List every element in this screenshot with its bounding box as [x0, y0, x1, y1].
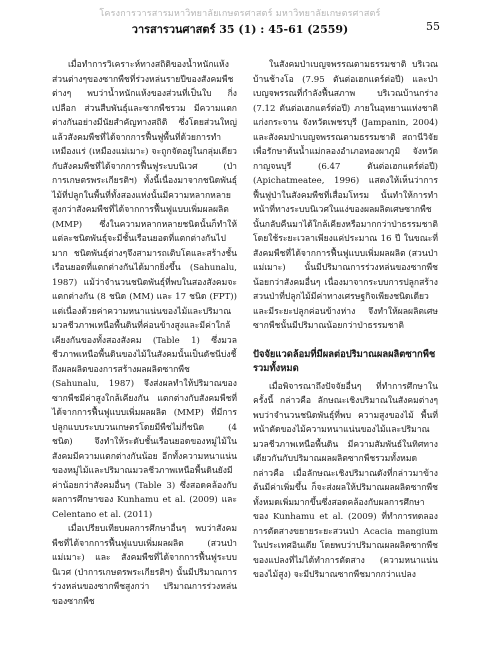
- left-column: [52, 58, 237, 609]
- running-header: [40, 20, 440, 36]
- section-heading: ปัจจัยแวดล้อมที่มีผลต่อปริมาณผลผลิตซากพืชรวมทั้งหมด: [253, 348, 436, 374]
- body-paragraph: เมื่อเปรียบเทียบผลการศึกษาอื่นๆ พบว่าสังคมพืชที่ได้จากการฟื้นฟูแบบเพิ่มผลผลิต (สวนป่าแม่เมาะ) และ สังคมพืชที่ได้จากการฟื้นฟูระบบนิเวศ (ป่าการเกษตรพระเกียรติฯ) นั้นมีปริมาณการร่วงหล่นของซากพืชสูงกว่า ปริมาณการร่วงหล่นของซากพืช: [52, 524, 237, 607]
- body-paragraph: ในสังคมป่าเบญจพรรณตามธรรมชาติ บริเวณบ้านช้างโอ (7.95 ตันต่อเฮกแตร์ต่อปี) และป่าเบญจพรรณที่กำลังฟื้นสภาพ บริเวณบ้านกร่าง (7.12 ตันต่อเฮกแตร์ต่อปี) ภายในอุทยานแห่งชาติแก่งกระจาน จังหวัดเพชรบุรี (Jampanin, 2004) และสังคมป่าเบญจพรรณตามธรรมชาติ สถานีวิจัยเพื่อรักษาต้นน้ำแม่กลองอำเภอทองผาภูมิ จังหวัดกาญจนบุรี (6.47 ตันต่อเฮกแตร์ต่อปี) (Apichatmeatee, 1996) แสดงให้เห็นว่าการฟื้นฟูป่าในสังคมพืชที่เสื่อมโทรม นั้นทำให้การทำหน้าที่ทางระบบนิเวศในแง่ของผลผลิตเศษซากพืชนั้นกลับคืนมาได้ใกล้เคียงหรือมากกว่าป่าธรรมชาติ โดยใช้ระยะเวลาเพียงแค่ประมาณ 16 ปี ในขณะที่สังคมพืชที่ได้จากการฟื้นฟูแบบเพิ่มผลผลิต (สวนป่าแม่เมาะ) นั้นมีปริมาณการร่วงหล่นของซากพืชน้อยกว่าสังคมอื่นๆ เนื่องมาจากระบบการปลูกสร้างสวนป่าที่ปลูกไม้มีค่าทางเศรษฐกิจเพียงชนิดเดียว และมีระยะปลูกค่อนข้างห่าง จึงทำให้ผลผลิตเศษซากพืชนั้นมีปริมาณน้อยกว่าป่าธรรมชาติ: [253, 60, 438, 331]
- journal-citation: วารสารวนศาสตร์ 35 (1) : 45-61 (2559): [131, 23, 349, 36]
- right-column: [253, 58, 438, 583]
- watermark-text: โครงการวารสารมหาวิทยาลัยเกษตรศาสตร์ มหาวิทยาลัยเกษตรศาสตร์: [99, 9, 381, 19]
- body-paragraph: เมื่อทำการวิเคราะห์ทางสถิติของน้ำหนักแห้งส่วนต่างๆของซากพืชที่ร่วงหล่นรายปีของสังคมพืชต่างๆ พบว่าน้ำหนักแห้งของส่วนที่เป็นใบ กิ่ง เปลือก ส่วนสืบพันธุ์และซากพืชรวม มีความแตกต่างกันอย่างมีนัยสำคัญทางสถิติ ซึ่งโดยส่วนใหญ่แล้วสังคมพืชที่ได้จากการฟื้นฟูพื้นที่ด้วยการทำเหมืองแร่ (เหมืองแม่เมาะ) จะถูกจัดอยู่ในกลุ่มเดียวกับสังคมพืชที่ได้จากการฟื้นฟูระบบนิเวศ (ป่าการเกษตรพระเกียรติฯ) ทั้งนี้เนื่องมาจากชนิดพันธุ์ไม้ที่ปลูกในพื้นที่ทั้งสองแห่งนั้นมีความหลากหลายสูงกว่าสังคมพืชที่ได้จากการฟื้นฟูแบบเพิ่มผลผลิต (MMP) ซึ่งในความหลากหลายชนิดนั้นก็ทำให้แต่ละชนิดพันธุ์จะมีชั้นเรือนยอดที่แตกต่างกันไปมาก ชนิดพันธุ์ต่างๆจึงสามารถเติบโตและสร้างชั้นเรือนยอดที่แตกต่างกันได้มากยิ่งขึ้น (Sahunalu, 1987) แม้ว่าจำนวนชนิดพันธุ์ที่พบในสองสังคมจะแตกต่างกัน (8 ชนิด (MM) และ 17 ชนิด (FPT)) แต่เนื่องด้วยค่าความหนาแน่นของไม้และปริมาณมวลชีวภาพเหนือพื้นดินที่ค่อนข้างสูงและมีค่าใกล้เคียงกันของทั้งสองสังคม (Table 1) ซึ่งมวลชีวภาพเหนือพื้นดินของไม้ในสังคมนั้นเป็นดัชนีบ่งชี้ถึงผลผลิตของการสร้างผลผลิตซากพืช (Sahunalu, 1987) จึงส่งผลทำให้ปริมาณของซากพืชมีค่าสูงใกล้เคียงกัน แตกต่างกับสังคมพืชที่ได้จากการฟื้นฟูแบบเพิ่มผลผลิต (MMP) ที่มีการปลูกแบบระบบวนเกษตรโดยมีพืชไม่กี่ชนิด (4 ชนิด) จึงทำให้ระดับชั้นเรือนยอดของหมู่ไม้ในสังคมมีความแตกต่างกันน้อย อีกทั้งความหนาแน่นของหมู่ไม้และปริมาณมวลชีวภาพเหนือพื้นดินยังมีค่าน้อยกว่าสังคมอื่นๆ (Table 3) ซึ่งสอดคล้องกับผลการศึกษาของ Kunhamu et al. (2009) และ Celentano et al. (2011): [52, 60, 237, 520]
- body-paragraph: เมื่อพิจารณาถึงปัจจัยอื่นๆ ที่ทำการศึกษาในครั้งนี้ กล่าวคือ ลักษณะเชิงปริมาณในสังคมต่างๆ พบว่าจำนวนชนิดพันธุ์ที่พบ ความสูงของไม้ พื้นที่หน้าตัดของไม้ความหนาแน่นของไม้และปริมาณมวลชีวภาพเหนือพื้นดิน มีความสัมพันธ์ในทิศทางเดียวกันกับปริมาณผลผลิตซากพืชรวมทั้งหมด กล่าวคือ เมื่อลักษณะเชิงปริมาณดังที่กล่าวมาข้างต้นมีค่าเพิ่มขึ้น ก็จะส่งผลให้ปริมาณผลผลิตซากพืชทั้งหมดเพิ่มมากขึ้นซึ่งสอดคล้องกับผลการศึกษาของ Kunhamu et al. (2009) ที่ทำการทดลองการตัดสางขยายระยะสวนป่า Acacia mangium ในประเทศอินเดีย โดยพบว่าปริมาณผลผลิตซากพืชของแปลงที่ไม่ได้ทำการตัดสาง (ความหนาแน่นของไม้สูง) จะมีปริมาณซากพืชมากกว่าแปลง: [253, 381, 438, 580]
- page-number: 55: [426, 20, 440, 33]
